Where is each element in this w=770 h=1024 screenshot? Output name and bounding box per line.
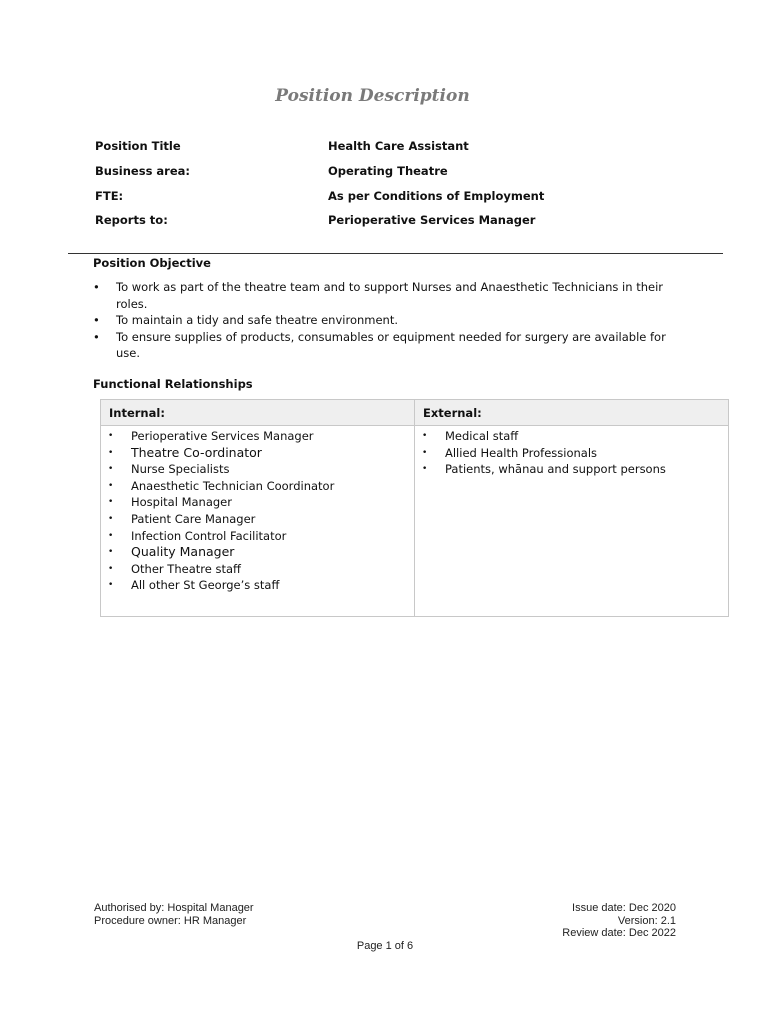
list-item: • Perioperative Services Manager bbox=[101, 428, 414, 445]
list-item: • Allied Health Professionals bbox=[415, 445, 728, 462]
authorised-by: Authorised by: Hospital Manager bbox=[94, 902, 254, 914]
external-header: External: bbox=[415, 400, 729, 426]
list-item: • Infection Control Facilitator bbox=[101, 528, 414, 545]
review-date: Review date: Dec 2022 bbox=[562, 927, 676, 939]
objective-item: • To maintain a tidy and safe theatre environment. bbox=[93, 312, 683, 329]
external-list bbox=[415, 428, 728, 478]
list-item: • Other Theatre staff bbox=[101, 561, 414, 578]
list-item: • Medical staff bbox=[415, 428, 728, 445]
list-item: • Quality Manager bbox=[101, 544, 414, 561]
internal-cell bbox=[101, 426, 415, 617]
footer-right bbox=[562, 902, 676, 940]
position-title-value: Health Care Assistant bbox=[328, 139, 469, 153]
list-item: • Patient Care Manager bbox=[101, 511, 414, 528]
document-title: Position Description bbox=[275, 86, 470, 106]
reports-to-value: Perioperative Services Manager bbox=[328, 213, 536, 227]
business-area-label: Business area: bbox=[95, 164, 191, 178]
internal-header: Internal: bbox=[101, 400, 415, 426]
internal-list bbox=[101, 428, 414, 594]
list-item: • Anaesthetic Technician Coordinator bbox=[101, 478, 414, 495]
procedure-owner: Procedure owner: HR Manager bbox=[94, 914, 247, 927]
list-item: • Hospital Manager bbox=[101, 494, 414, 511]
list-item: • Patients, whānau and support persons bbox=[415, 461, 728, 478]
objective-item: • To ensure supplies of products, consumables or equipment needed for surgery are available for use. bbox=[93, 329, 683, 362]
reports-to-label: Reports to: bbox=[95, 213, 168, 227]
position-title-label: Position Title bbox=[95, 139, 181, 153]
external-cell bbox=[415, 426, 729, 617]
objective-item: • To work as part of the theatre team and to support Nurses and Anaesthetic Technicians in their roles. bbox=[93, 279, 683, 312]
list-item: • Nurse Specialists bbox=[101, 461, 414, 478]
relationships-heading: Functional Relationships bbox=[93, 377, 253, 391]
list-item: • Theatre Co-ordinator bbox=[101, 445, 414, 462]
business-area-value: Operating Theatre bbox=[328, 164, 448, 178]
page-number: Page 1 of 6 bbox=[356, 940, 414, 952]
objective-list bbox=[93, 279, 683, 362]
version: Version: 2.1 bbox=[617, 914, 676, 927]
list-item: • All other St George’s staff bbox=[101, 577, 414, 594]
relationships-table bbox=[100, 399, 729, 617]
footer-left bbox=[94, 902, 254, 927]
objective-heading: Position Objective bbox=[93, 256, 211, 270]
fte-label: FTE: bbox=[95, 189, 124, 203]
issue-date: Issue date: Dec 2020 bbox=[572, 902, 676, 914]
fte-value: As per Conditions of Employment bbox=[328, 189, 545, 203]
section-divider bbox=[68, 253, 723, 254]
